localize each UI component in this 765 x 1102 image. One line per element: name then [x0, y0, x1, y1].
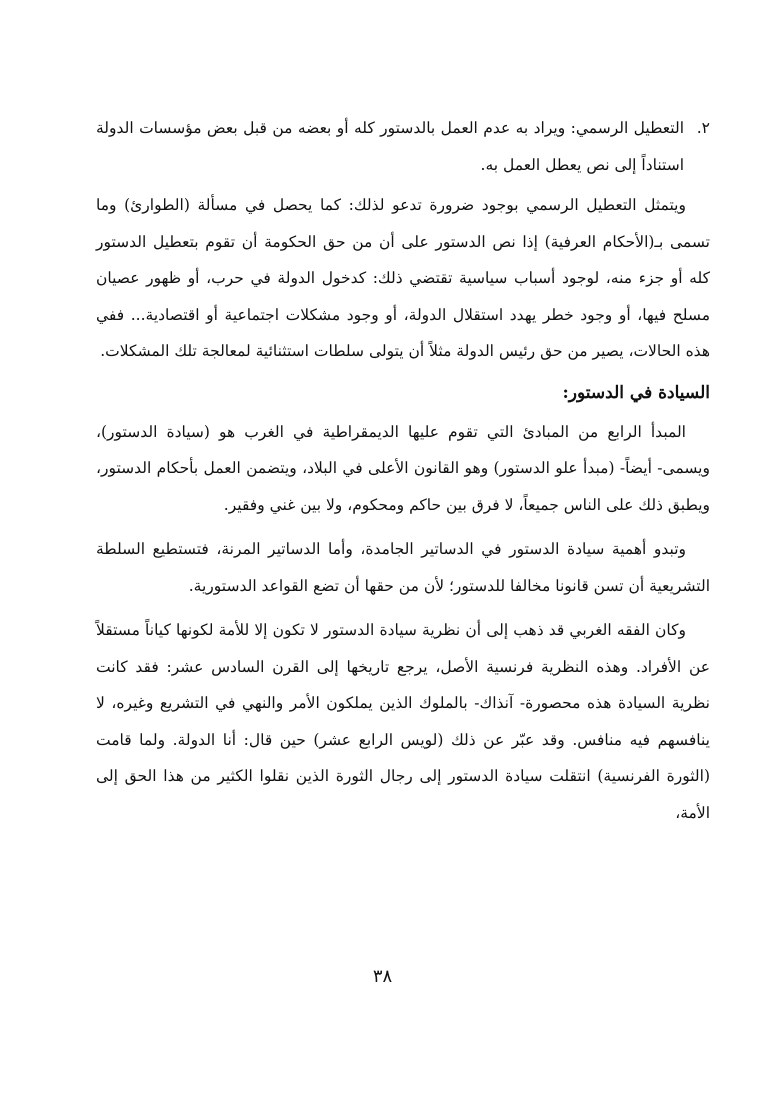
item-number: ٢. — [696, 119, 710, 137]
item-text: التعطيل الرسمي: ويراد به عدم العمل بالدستور كله أو بعضه من قبل بعض مؤسسات الدولة استناداً إلى نص يعطل العمل به. — [96, 119, 684, 174]
paragraph-official-suspension: ويتمثل التعطيل الرسمي بوجود ضرورة تدعو لذلك: كما يحصل في مسألة (الطوارئ) وما تسمى بـ(الأحكام العرفية) إذا نص الدستور على أن من حق الحكومة أن تقوم بتعطيل الدستور كله أو جزء منه، لوجود أسباب سياسية تقتضي ذلك: كدخول الدولة في حرب، أو ظهور عصيان مسلح فيها، أو وجود خطر يهدد استقلال الدولة، أو وجود مشكلات اجتماعية أو اقتصادية... ففي هذه الحالات، يصير من حق رئيس الدولة مثلاً أن يتولى سلطات استثنائية لمعالجة تلك المشكلات. — [96, 196, 710, 360]
page-number: ٣٨ — [372, 966, 393, 987]
section-heading: السيادة في الدستور: — [562, 382, 710, 403]
paragraph-western-jurisprudence: وكان الفقه الغربي قد ذهب إلى أن نظرية سيادة الدستور لا تكون إلا للأمة لكونها كياناً مستقلاً عن الأفراد. وهذه النظرية فرنسية الأصل، يرجع تاريخها إلى القرن السادس عشر: فقد كانت نظرية السيادة هذه محصورة- آنذاك- بالملوك الذين يملكون الأمر والنهي في التشريع وغيره، لا ينافسهم فيه منافس. وقد عبّر عن ذلك (لويس الرابع عشر) حين قال: أنا الدولة. ولما قامت (الثورة الفرنسية) انتقلت سيادة الدستور إلى رجال الثورة الذين نقلوا الكثير من هذا الحق إلى الأمة، — [96, 621, 710, 822]
paragraph-rigid-constitutions: وتبدو أهمية سيادة الدستور في الدساتير الجامدة، وأما الدساتير المرنة، فتستطيع السلطة التشريعية أن تسن قانونا مخالفا للدستور؛ لأن من حقها أن تضع القواعد الدستورية. — [96, 540, 710, 595]
paragraph-fourth-principle: المبدأ الرابع من المبادئ التي تقوم عليها الديمقراطية في الغرب هو (سيادة الدستور)، ويسمى- أيضاً- (مبدأ علو الدستور) وهو القانون الأعلى في البلاد، ويتضمن العمل بأحكام الدستور، ويطبق ذلك على الناس جميعاً، لا فرق بين حاكم ومحكوم، ولا بين غني وفقير. — [96, 422, 710, 514]
numbered-item-2 — [96, 110, 710, 183]
document-page — [96, 110, 710, 831]
